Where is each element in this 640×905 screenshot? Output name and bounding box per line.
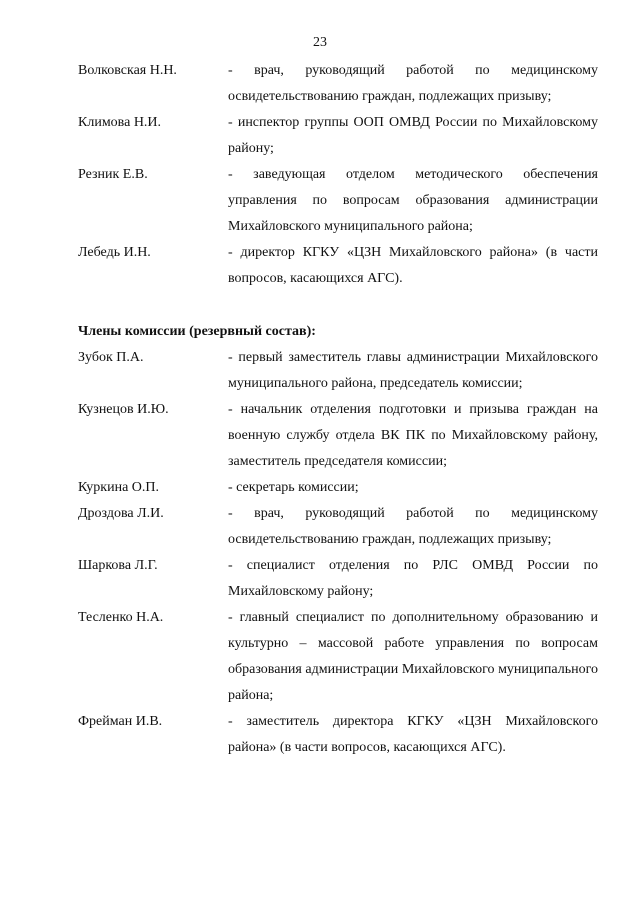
member-name: Шаркова Л.Г. (78, 558, 158, 573)
member-role: - заместитель директора КГКУ «ЦЗН Михайловского района» (в части вопросов, касающихся АГС). (228, 714, 598, 755)
reserve-section-heading: Члены комиссии (резервный состав): (78, 324, 316, 339)
member-name: Куркина О.П. (78, 480, 160, 495)
commission-members-list (78, 58, 598, 292)
member-row (78, 397, 598, 475)
member-row (78, 110, 598, 162)
reserve-members-list (78, 345, 598, 761)
member-row (78, 553, 598, 605)
member-name: Тесленко Н.А. (78, 610, 164, 625)
member-row (78, 162, 598, 240)
member-row (78, 240, 598, 292)
member-name: Дроздова Л.И. (78, 506, 164, 521)
member-name: Кузнецов И.Ю. (78, 402, 169, 417)
member-row (78, 475, 598, 501)
member-name: Климова Н.И. (78, 115, 162, 130)
member-role: - директор КГКУ «ЦЗН Михайловского района» (в части вопросов, касающихся АГС). (228, 245, 598, 286)
member-row (78, 605, 598, 709)
member-name: Волковская Н.Н. (78, 63, 177, 78)
member-role: - инспектор группы ООП ОМВД России по Михайловскому району; (228, 115, 598, 156)
member-name: Зубок П.А. (78, 350, 144, 365)
member-role: - заведующая отделом методического обеспечения управления по вопросам образования администрации Михайловского муниципального района; (228, 167, 598, 234)
member-row (78, 345, 598, 397)
member-name: Лебедь И.Н. (78, 245, 151, 260)
member-role: - начальник отделения подготовки и призыва граждан на военную службу отдела ВК ПК по Михайловскому району, заместитель председателя комиссии; (228, 402, 598, 469)
member-role: - специалист отделения по РЛС ОМВД России по Михайловскому району; (228, 558, 598, 599)
member-role: - первый заместитель главы администрации Михайловского муниципального района, председатель комиссии; (228, 350, 598, 391)
member-role: - врач, руководящий работой по медицинскому освидетельствованию граждан, подлежащих призыву; (228, 506, 598, 547)
member-row (78, 501, 598, 553)
page-number: 23 (313, 35, 327, 50)
member-name: Резник Е.В. (78, 167, 148, 182)
member-role: - главный специалист по дополнительному образованию и культурно – массовой работе управления по вопросам образования администрации Михайловского муниципального района; (228, 610, 598, 703)
member-row (78, 58, 598, 110)
member-name: Фрейман И.В. (78, 714, 163, 729)
member-role: - секретарь комиссии; (228, 480, 359, 495)
member-role: - врач, руководящий работой по медицинскому освидетельствованию граждан, подлежащих призыву; (228, 63, 598, 104)
member-row (78, 709, 598, 761)
